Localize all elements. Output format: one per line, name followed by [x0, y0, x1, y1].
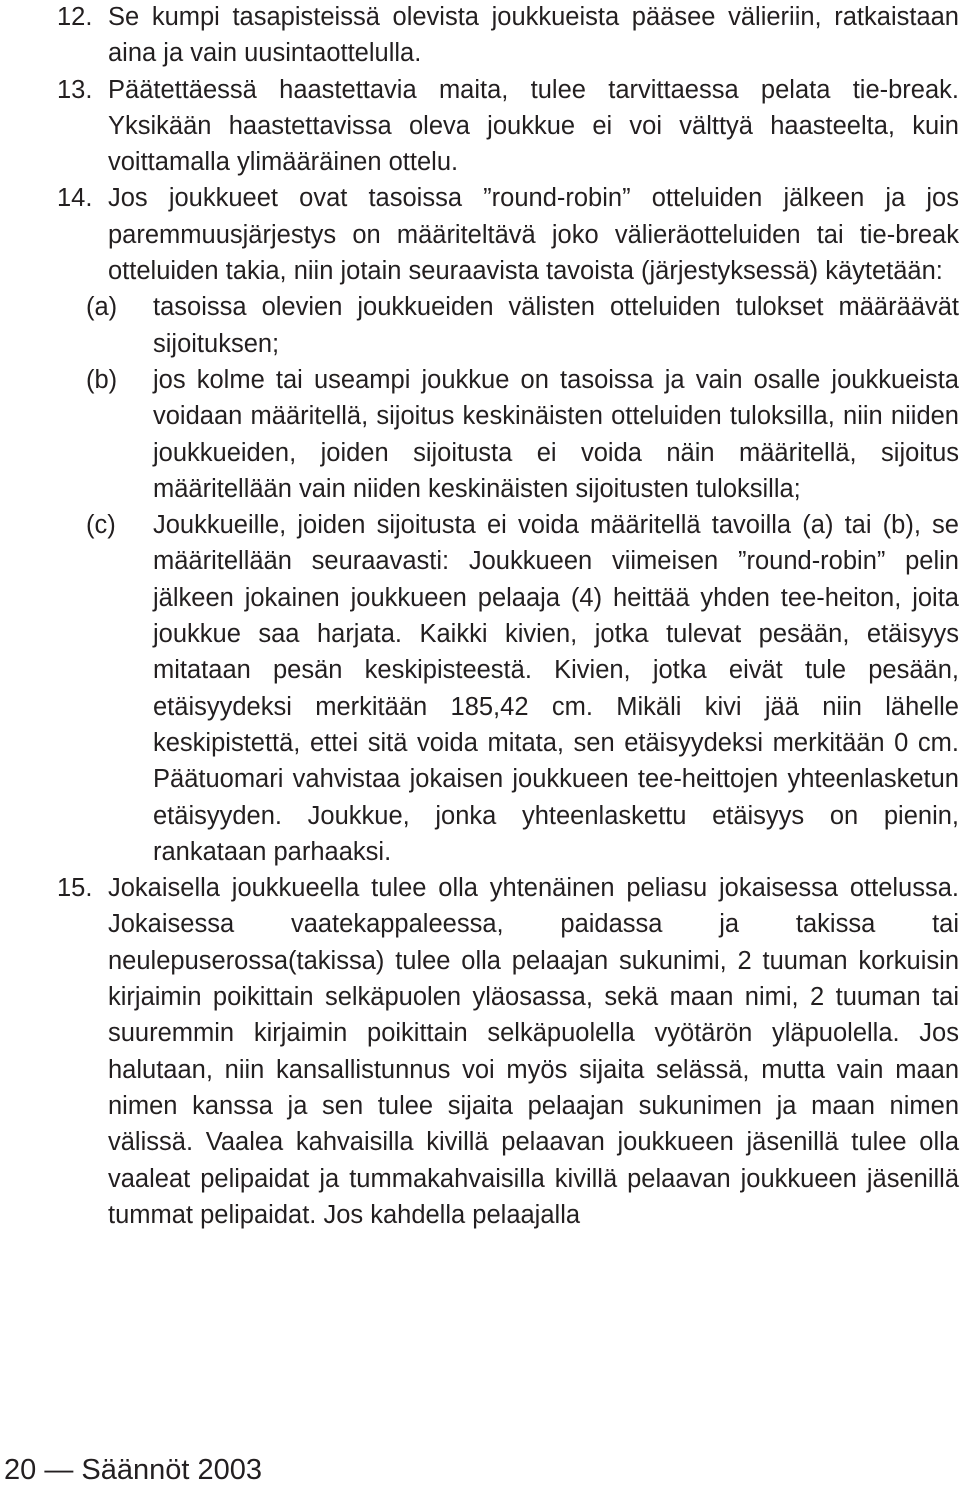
rule-number: 12. [57, 3, 93, 31]
subitem-label: (c) [86, 511, 116, 540]
rule-text: Se kumpi tasapisteissä olevista joukkueista pääsee välieriin, ratkaistaan aina ja vain uusintaottelulla. [108, 3, 959, 68]
subitem-text: Joukkueille, joiden sijoitusta ei voida määritellä tavoilla (a) tai (b), se määritellään seuraavasti: Joukkueen viimeisen ”round-robin” pelin jälkeen jokainen joukkueen pelaaja (4) heittää yhden tee-heiton, joita joukkue saa harjata. Kaikki kivien, jotka tulevat pesään, etäisyys mitataan pesän keskipisteestä. Kivien, jotka eivät tule pesään, etäisyydeksi merkitään 185,42 cm. Mikäli kivi jää niin lähelle keskipistettä, ettei sitä voida mitata, sen etäisyydeksi merkitään 0 cm. Päätuomari vahvistaa jokaisen joukkueen tee-heittojen yhteenlasketun etäisyyden. Joukkue, jonka yhteenlaskettu etäisyys on pienin, rankataan parhaaksi. [153, 511, 959, 866]
rule-body [108, 870, 959, 1233]
rule-body [108, 0, 959, 72]
footer-dash: — [44, 1454, 74, 1486]
rule-14 [57, 180, 959, 289]
subitem-text: jos kolme tai useampi joukkue on tasoissa ja vain osalle joukkueista voidaan määritellä, sijoitus keskinäisten otteluiden tuloksilla, niin niiden joukkueiden, joiden sijoitusta ei voida näin määritellä, sijoitus määritellään vain niiden keskinäisten sijoitusten tuloksilla; [153, 365, 959, 503]
rule-body [108, 180, 959, 289]
page-number: 20 [4, 1454, 37, 1486]
rule-14-subitem-a [86, 289, 959, 362]
subitem-text: tasoissa olevien joukkueiden välisten otteluiden tulokset määräävät sijoituksen; [153, 293, 959, 358]
rule-13 [57, 72, 959, 181]
rule-number: 13. [57, 75, 93, 104]
rule-text: Päätettäessä haastettavia maita, tulee tarvittaessa pelata tie-break. Yksikään haastettavissa oleva joukkue ei voi välttyä haasteelta, kuin voittamalla ylimääräinen ottelu. [108, 75, 959, 177]
rule-number: 14. [57, 184, 93, 213]
document-title: Säännöt 2003 [81, 1454, 263, 1486]
page-footer [4, 1453, 262, 1487]
rule-text: Jokaisella joukkueella tulee olla yhtenäinen peliasu jokaisessa ottelussa. Jokaisessa vaatekappaleessa, paidassa ja takissa tai neulepuserossa(takissa) tulee olla pelaajan sukunimi, 2 tuuman korkuisin kirjaimin poikittain selkäpuolen yläosassa, sekä maan nimi, 2 tuuman tai suuremmin kirjaimin poikittain selkäpuolella vyötärön yläpuolella. Jos halutaan, niin kansallistunnus voi myös sijaita selässä, mutta vain maan nimen kanssa ja sen tulee sijaita pelaajan sukunimen ja maan nimen välissä. Vaalea kahvaisilla kivillä pelaavan joukkueen jäsenillä tulee olla vaaleat pelipaidat ja tummakahvaisilla kivillä pelaavan joukkueen jäsenillä tummat pelipaidat. Jos kahdella pelaajalla [108, 874, 959, 1229]
rule-text: Jos joukkueet ovat tasoissa ”round-robin” otteluiden jälkeen ja jos paremmuusjärjestys on määriteltävä joko välieräotteluiden tai tie-break otteluiden takia, niin jotain seuraavista tavoista (järjestyksessä) käytetään: [108, 184, 959, 286]
rule-number: 15. [57, 874, 93, 903]
rule-12 [57, 0, 959, 72]
rules-list [57, 0, 959, 1233]
subitem-label: (a) [86, 293, 118, 322]
rule-body [108, 72, 959, 181]
rule-14-subitem-c [86, 507, 959, 870]
rule-14-subitem-b [86, 362, 959, 507]
rule-15 [57, 870, 959, 1233]
subitem-label: (b) [86, 365, 118, 394]
